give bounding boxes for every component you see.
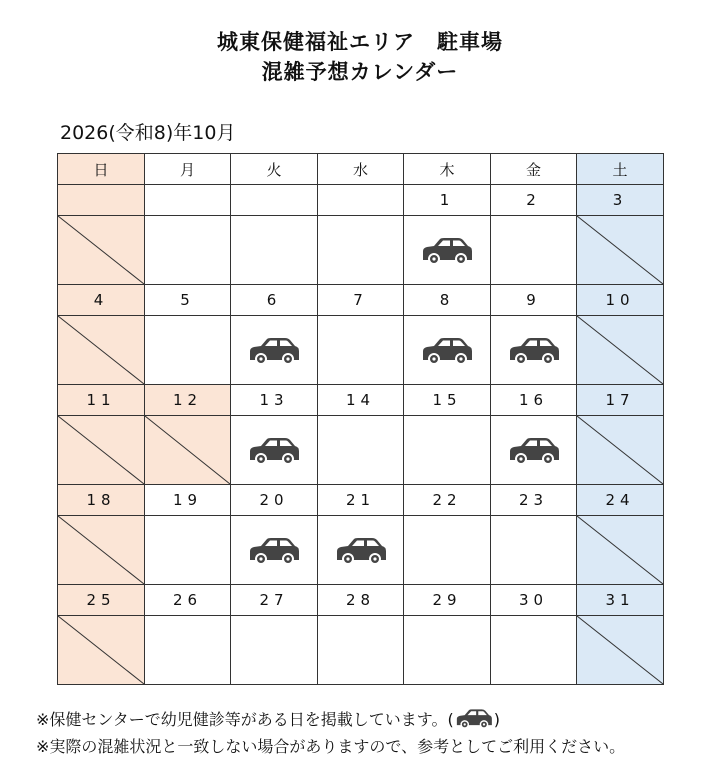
closed-slash [58, 616, 144, 684]
day-number: 27 [231, 585, 318, 616]
day-cell [318, 516, 404, 585]
day-number: 24 [577, 485, 664, 516]
day-cell [491, 516, 577, 585]
day-number: 30 [491, 585, 577, 616]
weekday-header: 火 [231, 154, 318, 185]
day-cell [491, 416, 577, 485]
day-cell [231, 216, 318, 285]
day-number: 28 [318, 585, 404, 616]
car-icon [247, 536, 301, 564]
day-cell [145, 416, 231, 485]
weekday-header: 月 [145, 154, 231, 185]
day-cell [404, 216, 491, 285]
day-cell [58, 516, 145, 585]
day-cell [577, 616, 664, 685]
day-cell [145, 316, 231, 385]
closed-slash [58, 316, 144, 384]
month-label: 2026(令和8)年10月 [60, 122, 236, 144]
day-number: 7 [318, 285, 404, 316]
closed-slash [58, 516, 144, 584]
day-number: 26 [145, 585, 231, 616]
day-number: 25 [58, 585, 145, 616]
day-number: 9 [491, 285, 577, 316]
calendar-grid [57, 153, 664, 685]
day-number [318, 185, 404, 216]
closed-slash [145, 416, 230, 484]
day-number: 23 [491, 485, 577, 516]
closed-slash [58, 216, 144, 284]
day-cell [145, 216, 231, 285]
day-number: 11 [58, 385, 145, 416]
title-line-2: 混雑予想カレンダー [261, 60, 459, 84]
day-cell [231, 516, 318, 585]
car-icon [334, 536, 388, 564]
day-number: 3 [577, 185, 664, 216]
day-cell [58, 316, 145, 385]
day-number: 4 [58, 285, 145, 316]
car-icon [420, 236, 474, 264]
day-number: 5 [145, 285, 231, 316]
day-number: 22 [404, 485, 491, 516]
day-number: 2 [491, 185, 577, 216]
car-icon [247, 336, 301, 364]
day-cell [318, 616, 404, 685]
weekday-header: 金 [491, 154, 577, 185]
day-cell [231, 316, 318, 385]
day-number: 14 [318, 385, 404, 416]
day-number: 15 [404, 385, 491, 416]
footnote-1-text: ※保健センターで幼児健診等がある日を掲載しています。( [36, 710, 454, 729]
car-icon [507, 436, 561, 464]
weekday-header: 日 [58, 154, 145, 185]
day-number [231, 185, 318, 216]
footnotes [36, 706, 625, 760]
closed-slash [58, 416, 144, 484]
footnote-1 [36, 706, 625, 733]
closed-slash [577, 616, 663, 684]
day-cell [491, 216, 577, 285]
day-number: 20 [231, 485, 318, 516]
weekday-header: 水 [318, 154, 404, 185]
footnote-2: ※実際の混雑状況と一致しない場合がありますので、参考としてご利用ください。 [36, 737, 626, 756]
day-cell [577, 416, 664, 485]
day-number: 17 [577, 385, 664, 416]
closed-slash [577, 416, 663, 484]
day-number [58, 185, 145, 216]
day-number: 19 [145, 485, 231, 516]
day-cell [491, 616, 577, 685]
day-cell [404, 316, 491, 385]
day-cell [58, 216, 145, 285]
day-cell [58, 616, 145, 685]
day-cell [404, 616, 491, 685]
day-cell [145, 516, 231, 585]
day-number: 10 [577, 285, 664, 316]
car-icon [247, 436, 301, 464]
day-number: 8 [404, 285, 491, 316]
day-cell [404, 516, 491, 585]
car-icon [507, 336, 561, 364]
day-number: 13 [231, 385, 318, 416]
day-cell [318, 316, 404, 385]
closed-slash [577, 516, 663, 584]
day-number: 6 [231, 285, 318, 316]
closed-slash [577, 216, 663, 284]
car-icon [454, 708, 494, 728]
day-number: 29 [404, 585, 491, 616]
day-number: 16 [491, 385, 577, 416]
day-number: 31 [577, 585, 664, 616]
weekday-header: 木 [404, 154, 491, 185]
day-cell [231, 416, 318, 485]
day-cell [318, 416, 404, 485]
day-cell [58, 416, 145, 485]
title-line-1: 城東保健福祉エリア 駐車場 [217, 30, 503, 54]
footnote-1-close: ) [493, 710, 500, 729]
day-cell [577, 316, 664, 385]
day-cell [577, 216, 664, 285]
day-cell [577, 516, 664, 585]
day-cell [318, 216, 404, 285]
day-number: 1 [404, 185, 491, 216]
day-cell [404, 416, 491, 485]
car-icon [420, 336, 474, 364]
day-number: 18 [58, 485, 145, 516]
day-cell [491, 316, 577, 385]
day-cell [231, 616, 318, 685]
closed-slash [577, 316, 663, 384]
day-cell [145, 616, 231, 685]
day-number: 21 [318, 485, 404, 516]
weekday-header: 土 [577, 154, 664, 185]
day-number: 12 [145, 385, 231, 416]
day-number [145, 185, 231, 216]
